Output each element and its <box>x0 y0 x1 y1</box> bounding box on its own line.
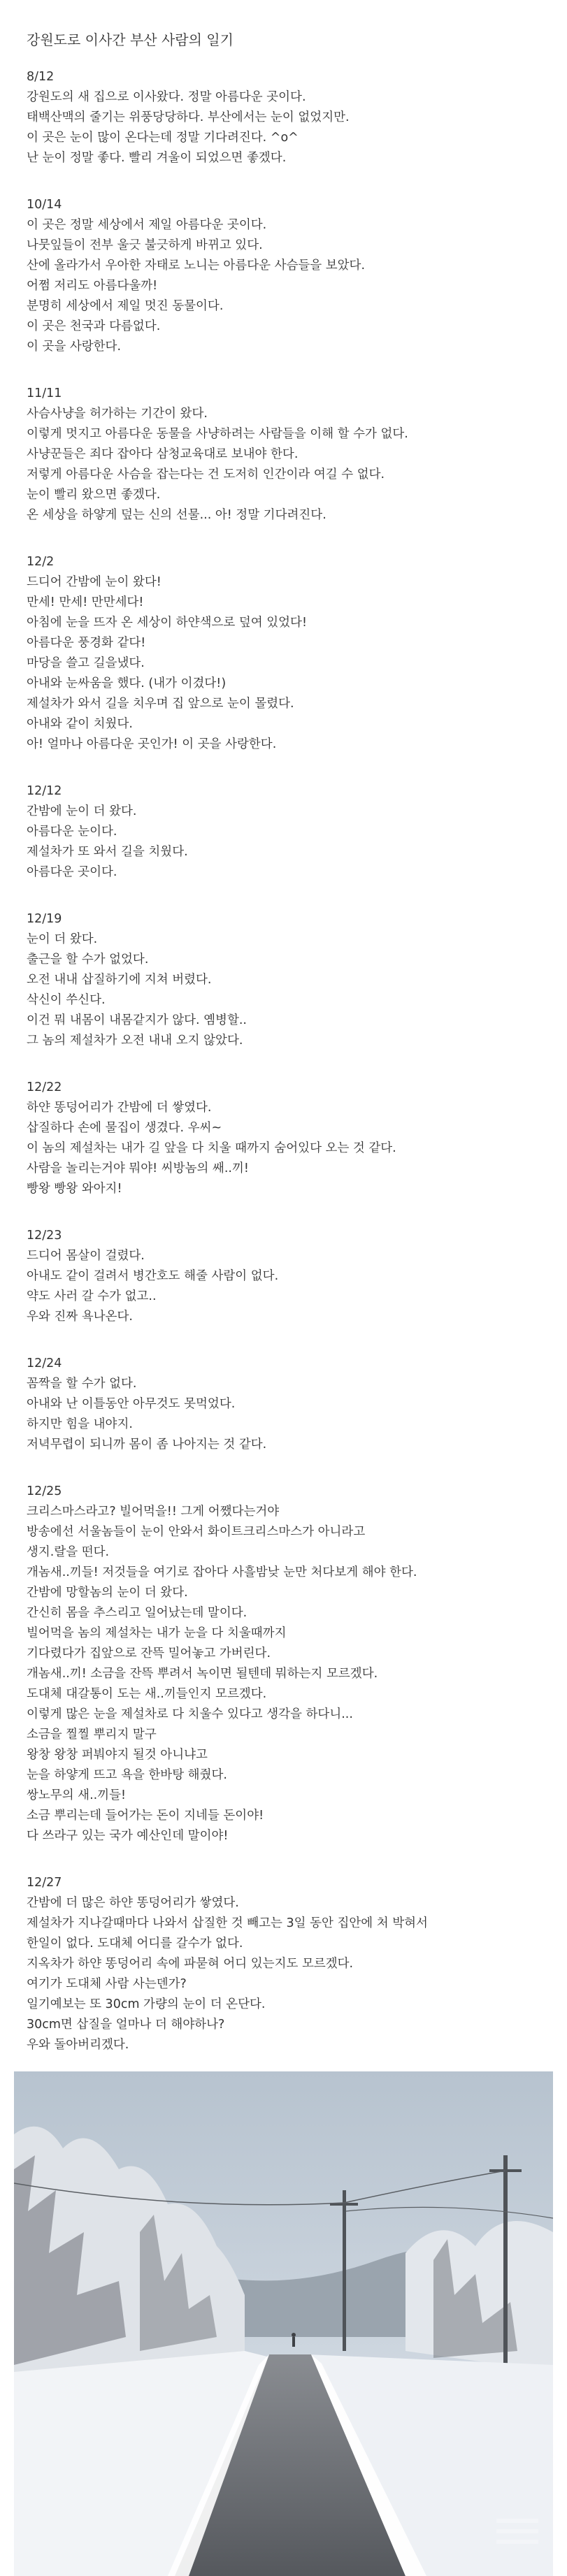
entry-line: 간밤에 눈이 더 왔다. <box>27 804 137 818</box>
diary-entry <box>27 1078 550 1199</box>
entry-date: 10/14 <box>27 198 62 212</box>
entry-line: 저렇게 아름다운 사슴을 잡는다는 건 도저히 인간이라 여길 수 없다. <box>27 468 385 482</box>
entry-line: 태백산맥의 줄기는 위풍당당하다. 부산에서는 눈이 없었지만. <box>27 110 350 124</box>
diary-entry <box>27 552 550 755</box>
entry-date: 11/11 <box>27 386 62 400</box>
entry-line: 강원도의 새 집으로 이사왔다. 정말 아름다운 곳이다. <box>27 90 306 104</box>
diary-entry <box>27 67 550 168</box>
entry-line: 사냥꾼들은 죄다 잡아다 삼청교육대로 보내야 한다. <box>27 447 299 461</box>
entry-line: 나뭇잎들이 전부 울긋 불긋하게 바뀌고 있다. <box>27 238 263 252</box>
entry-line: 아름다운 풍경화 같다! <box>27 636 146 650</box>
diary-entry <box>27 909 550 1051</box>
entry-line: 이 곳은 정말 세상에서 제일 아름다운 곳이다. <box>27 218 267 232</box>
entry-line: 아침에 눈을 뜨자 온 세상이 하얀색으로 덮여 있었다! <box>27 616 307 630</box>
entry-line: 30cm면 삽질을 얼마나 더 해야하나? <box>27 2018 225 2032</box>
entry-line: 하지만 힘을 내야지. <box>27 1417 133 1431</box>
entry-line: 이 곳을 사랑한다. <box>27 340 122 354</box>
entry-line: 난 눈이 정말 좋다. 빨리 겨울이 되었으면 좋겠다. <box>27 151 287 165</box>
entry-date: 12/27 <box>27 1876 62 1890</box>
diary-entry <box>27 1226 550 1327</box>
entry-line: 소금 뿌리는데 들어가는 돈이 지네들 돈이야! <box>27 1809 264 1823</box>
entry-line: 한일이 없다. 도대체 어디를 갈수가 없다. <box>27 1937 243 1951</box>
entry-line: 기다렸다가 집앞으로 잔뜩 밀어놓고 가버린다. <box>27 1647 271 1660</box>
entry-line: 간밤에 더 많은 하얀 똥덩어리가 쌓였다. <box>27 1896 239 1910</box>
entry-line: 개놈새..끼! 소금을 잔뜩 뿌려서 녹이면 될텐데 뭐하는지 모르겠다. <box>27 1667 378 1681</box>
entry-line: 크리스마스라고? 빌어먹을!! 그게 어쨌다는거야 <box>27 1505 280 1519</box>
entry-line: 눈을 하얗게 뜨고 욕을 한바탕 해줬다. <box>27 1768 227 1782</box>
entry-line: 간신히 몸을 추스리고 일어났는데 말이다. <box>27 1606 247 1620</box>
diary-entry <box>27 195 550 357</box>
entry-line: 제설차가 또 와서 길을 치웠다. <box>27 845 188 859</box>
entry-date: 12/12 <box>27 784 62 798</box>
entry-date: 12/24 <box>27 1356 62 1370</box>
entry-line: 사슴사냥을 허가하는 기간이 왔다. <box>27 407 208 421</box>
entry-line: 삽질하다 손에 물집이 생겼다. 우씨~ <box>27 1121 222 1135</box>
entry-line: 약도 사러 갈 수가 없고.. <box>27 1289 157 1303</box>
entry-line: 방송에선 서울놈들이 눈이 안와서 화이트크리스마스가 아니라고 <box>27 1525 366 1539</box>
snowy-road-illustration <box>14 2071 553 2576</box>
entry-line: 왕창 왕창 퍼붜야지 될것 아니냐고 <box>27 1748 208 1762</box>
entry-line: 눈이 더 왔다. <box>27 932 98 946</box>
entry-line: 이건 뭐 내몸이 내몸같지가 않다. 옘병할.. <box>27 1013 247 1027</box>
entry-line: 마당을 쓸고 길을냈다. <box>27 656 145 670</box>
entry-line: 간밤에 망할놈의 눈이 더 왔다. <box>27 1586 188 1600</box>
entry-line: 빌어먹을 놈의 제설차는 내가 눈을 다 치울때까지 <box>27 1626 287 1640</box>
entry-line: 제설차가 와서 길을 치우며 집 앞으로 눈이 몰렸다. <box>27 697 294 711</box>
diary-entry <box>27 1482 550 1846</box>
snowy-road-photo <box>14 2071 553 2576</box>
entry-line: 저녁무렵이 되니까 몸이 좀 나아지는 것 같다. <box>27 1438 267 1452</box>
entry-date: 12/22 <box>27 1080 62 1094</box>
entry-line: 아! 얼마나 아름다운 곳인가! 이 곳을 사랑한다. <box>27 737 277 751</box>
entry-line: 아내와 난 이틀동안 아무것도 못먹었다. <box>27 1397 236 1411</box>
entry-line: 아내와 눈싸움을 했다. (내가 이겼다!) <box>27 676 227 690</box>
entry-line: 삭신이 쑤신다. <box>27 993 106 1007</box>
entry-line: 눈이 빨리 왔으면 좋겠다. <box>27 488 161 502</box>
entry-line: 산에 올라가서 우아한 자태로 노니는 아름다운 사슴들을 보았다. <box>27 259 366 273</box>
entry-line: 빵왕 빵왕 와아지! <box>27 1182 122 1196</box>
entry-line: 만세! 만세! 만만세다! <box>27 595 144 609</box>
entry-line: 소금을 찔찔 뿌리지 말구 <box>27 1728 157 1742</box>
entry-line: 아내와 같이 치웠다. <box>27 717 133 731</box>
diary-entries <box>27 67 550 2055</box>
entry-date: 8/12 <box>27 70 55 84</box>
entry-line: 제설차가 지나갈때마다 나와서 삽질한 것 빼고는 3일 동안 집안에 처 박혀서 <box>27 1916 428 1930</box>
entry-line: 이 놈의 제설차는 내가 길 앞을 다 치울 때까지 숨어있다 오는 것 같다. <box>27 1141 396 1155</box>
entry-line: 아내도 같이 걸려서 병간호도 해줄 사람이 없다. <box>27 1269 279 1283</box>
entry-line: 개놈새..끼들! 저것들을 여기로 잡아다 사흘밤낮 눈만 처다보게 해야 한다. <box>27 1565 417 1579</box>
entry-line: 드디어 몸살이 걸렸다. <box>27 1249 145 1263</box>
entry-line: 여기가 도대체 사람 사는덴가? <box>27 1977 187 1991</box>
entry-line: 일기예보는 또 30cm 가량의 눈이 더 온단다. <box>27 1997 266 2011</box>
entry-line: 이 곳은 눈이 많이 온다는데 정말 기다려진다. ^o^ <box>27 131 299 145</box>
entry-line: 쌍노무의 새..끼들! <box>27 1788 127 1802</box>
entry-line: 분명히 세상에서 제일 멋진 동물이다. <box>27 299 224 313</box>
entry-line: 출근을 할 수가 없었다. <box>27 953 149 967</box>
diary-entry <box>27 1873 550 2055</box>
entry-line: 꼼짝을 할 수가 없다. <box>27 1377 137 1391</box>
entry-line: 도대체 대갈통이 도는 새..끼들인지 모르겠다. <box>27 1687 267 1701</box>
entry-line: 이렇게 많은 눈을 제설차로 다 치울수 있다고 생각을 하다니... <box>27 1707 353 1721</box>
entry-line: 사람을 놀리는거야 뭐야! 씨방놈의 쌔..끼! <box>27 1162 249 1175</box>
entry-line: 온 세상을 하얗게 덮는 신의 선물... 아! 정말 기다려진다. <box>27 508 326 522</box>
entry-date: 12/25 <box>27 1484 62 1498</box>
entry-line: 지옥차가 하얀 똥덩어리 속에 파묻혀 어디 있는지도 모르겠다. <box>27 1957 354 1971</box>
entry-line: 아름다운 눈이다. <box>27 825 117 839</box>
entry-line: 어쩜 저리도 아름다울까! <box>27 279 158 293</box>
diary-entry <box>27 781 550 883</box>
entry-line: 우와 진짜 욕나온다. <box>27 1310 133 1324</box>
entry-line: 다 쓰라구 있는 국가 예산인데 말이야! <box>27 1829 229 1843</box>
entry-line: 드디어 간밤에 눈이 왔다! <box>27 575 162 589</box>
entry-line: 우와 돌아버리겠다. <box>27 2038 129 2052</box>
diary-entry <box>27 1354 550 1455</box>
entry-line: 오전 내내 삽질하기에 지쳐 버렸다. <box>27 973 212 987</box>
entry-date: 12/23 <box>27 1229 62 1243</box>
page-title: 강원도로 이사간 부산 사람의 일기 <box>27 31 234 48</box>
entry-line: 그 놈의 제설차가 오전 내내 오지 않았다. <box>27 1034 243 1048</box>
entry-line: 이렇게 멋지고 아름다운 동물을 사냥하려는 사람들을 이해 할 수가 없다. <box>27 427 408 441</box>
diary-entry <box>27 384 550 526</box>
entry-line: 이 곳은 천국과 다름없다. <box>27 319 161 333</box>
entry-date: 12/2 <box>27 555 55 569</box>
entry-date: 12/19 <box>27 912 62 926</box>
entry-line: 아름다운 곳이다. <box>27 865 117 879</box>
entry-line: 생지.랄을 떤다. <box>27 1545 110 1559</box>
entry-line: 하얀 똥덩어리가 간밤에 더 쌓였다. <box>27 1101 212 1115</box>
